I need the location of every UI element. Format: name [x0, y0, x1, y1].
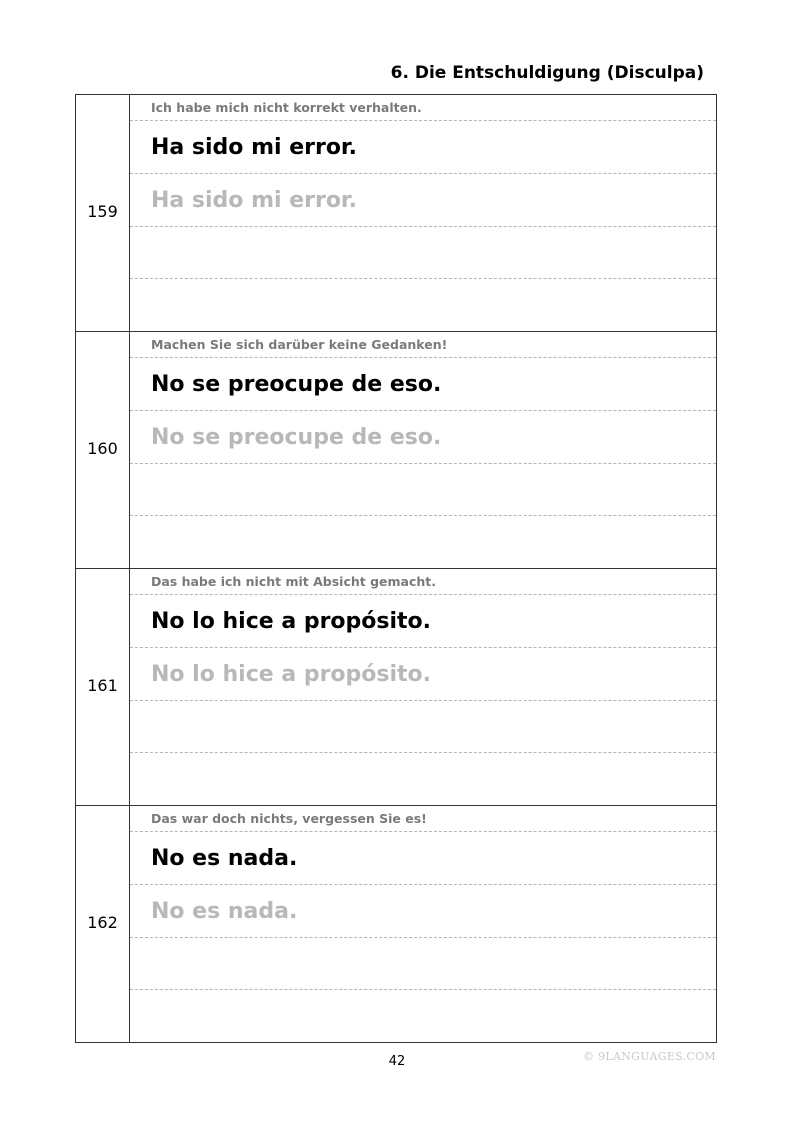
german-prompt: Machen Sie sich darüber keine Gedanken!	[130, 332, 716, 358]
tracing-sentence: Ha sido mi error.	[130, 174, 716, 227]
blank-writing-line	[130, 701, 716, 753]
german-prompt: Ich habe mich nicht korrekt verhalten.	[130, 95, 716, 121]
entry-number: 159	[87, 202, 118, 221]
entry-block	[75, 569, 717, 806]
writing-lines	[130, 332, 717, 568]
blank-writing-line	[130, 990, 716, 1042]
spanish-sentence: No se preocupe de eso.	[130, 358, 716, 411]
practice-sheet	[75, 94, 717, 1043]
tracing-sentence: No es nada.	[130, 885, 716, 938]
entry-number-cell	[75, 95, 130, 331]
german-prompt: Das war doch nichts, vergessen Sie es!	[130, 806, 716, 832]
entry-number: 162	[87, 913, 118, 932]
entry-number-cell	[75, 806, 130, 1042]
blank-writing-line	[130, 753, 716, 805]
german-prompt: Das habe ich nicht mit Absicht gemacht.	[130, 569, 716, 595]
page-title: 6. Die Entschuldigung (Disculpa)	[390, 63, 704, 83]
spanish-sentence: No lo hice a propósito.	[130, 595, 716, 648]
spanish-sentence: Ha sido mi error.	[130, 121, 716, 174]
blank-writing-line	[130, 516, 716, 568]
entry-number: 161	[87, 676, 118, 695]
tracing-sentence: No lo hice a propósito.	[130, 648, 716, 701]
writing-lines	[130, 95, 717, 331]
entry-number: 160	[87, 439, 118, 458]
entry-block	[75, 332, 717, 569]
blank-writing-line	[130, 464, 716, 516]
blank-writing-line	[130, 227, 716, 279]
entry-block	[75, 95, 717, 332]
page-number: 42	[388, 1054, 406, 1069]
entry-number-cell	[75, 332, 130, 568]
blank-writing-line	[130, 279, 716, 331]
blank-writing-line	[130, 938, 716, 990]
spanish-sentence: No es nada.	[130, 832, 716, 885]
writing-lines	[130, 569, 717, 805]
tracing-sentence: No se preocupe de eso.	[130, 411, 716, 464]
writing-lines	[130, 806, 717, 1042]
entry-block	[75, 806, 717, 1043]
copyright-notice: © 9LANGUAGES.COM	[583, 1050, 716, 1063]
entry-number-cell	[75, 569, 130, 805]
